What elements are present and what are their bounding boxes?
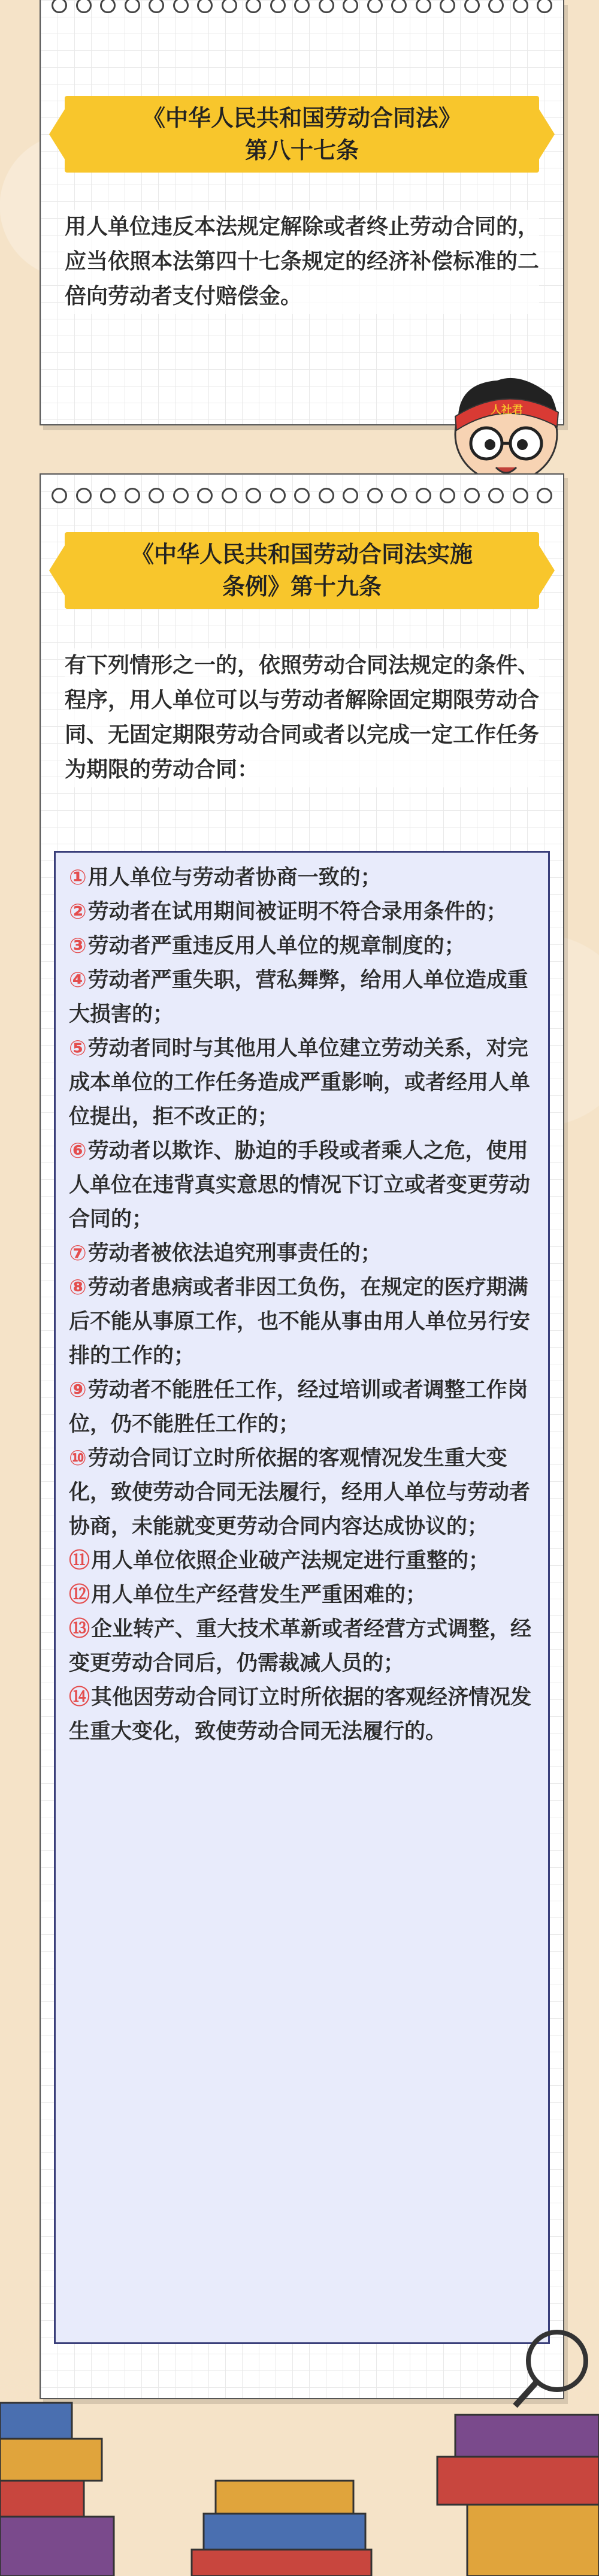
list-item <box>69 1578 535 1612</box>
list-item <box>69 895 535 929</box>
article-title-line2: 第八十七条 <box>244 137 359 164</box>
ring-icon <box>76 488 92 503</box>
ring-icon <box>246 488 261 503</box>
ring-icon <box>52 0 67 13</box>
ring-icon <box>488 0 504 13</box>
item-number: ⑭ <box>69 1686 90 1710</box>
ring-icon <box>391 488 407 503</box>
ring-icon <box>464 0 480 13</box>
item-text: 企业转产、重大技术革新或者经营方式调整，经变更劳动合同后，仍需裁减人员的； <box>69 1617 532 1675</box>
ring-icon <box>343 488 358 503</box>
item-text: 劳动者患病或者非因工负伤，在规定的医疗期满后不能从事原工作，也不能从事由用人单位另行安排的工作的； <box>69 1276 531 1368</box>
item-text: 用人单位依照企业破产法规定进行重整的； <box>91 1549 490 1573</box>
ring-icon <box>416 0 431 13</box>
item-text: 劳动者在试用期间被证明不符合录用条件的； <box>87 900 507 924</box>
article-title-banner <box>65 96 539 173</box>
regulation-title-line2: 条例》第十九条 <box>222 573 382 600</box>
binder-rings <box>41 0 563 18</box>
ring-icon <box>173 0 189 13</box>
list-item <box>69 1373 535 1442</box>
list-item <box>69 861 535 895</box>
ring-icon <box>391 0 407 13</box>
conditions-list <box>54 851 550 2344</box>
list-item <box>69 1544 535 1578</box>
ring-icon <box>294 488 310 503</box>
item-number: ⑬ <box>69 1617 90 1641</box>
item-text: 其他因劳动合同订立时所依据的客观经济情况发生重大变化，致使劳动合同无法履行的。 <box>69 1686 532 1744</box>
regulation-intro: 有下列情形之一的，依照劳动合同法规定的条件、程序，用人单位可以与劳动者解除固定期限劳动合同、无固定期限劳动合同或者以完成一定工作任务为期限的劳动合同： <box>65 648 539 787</box>
list-item <box>69 1612 535 1681</box>
ring-icon <box>125 0 140 13</box>
ring-icon <box>125 488 140 503</box>
item-number: ⑩ <box>69 1446 87 1470</box>
ring-icon <box>513 488 528 503</box>
article-body: 用人单位违反本法规定解除或者终止劳动合同的，应当依照本法第四十七条规定的经济补偿标准的二倍向劳动者支付赔偿金。 <box>65 210 539 314</box>
ring-icon <box>294 0 310 13</box>
item-text: 劳动者以欺诈、胁迫的手段或者乘人之危，使用人单位在违背真实意思的情况下订立或者变更劳动合同的； <box>69 1139 531 1231</box>
item-number: ⑫ <box>69 1583 90 1607</box>
item-number: ⑤ <box>69 1037 87 1061</box>
item-text: 劳动者不能胜任工作，经过培训或者调整工作岗位，仍不能胜任工作的； <box>69 1378 528 1436</box>
item-number: ⑥ <box>69 1139 87 1163</box>
item-number: ③ <box>69 934 87 958</box>
ring-icon <box>52 488 67 503</box>
ring-icon <box>488 488 504 503</box>
article-card-2 <box>40 473 564 2399</box>
list-item <box>69 1237 535 1271</box>
list-item <box>69 929 535 964</box>
ring-icon <box>270 0 286 13</box>
ring-icon <box>76 0 92 13</box>
ring-icon <box>149 0 164 13</box>
ring-icon <box>537 0 552 13</box>
ring-icon <box>173 488 189 503</box>
ring-icon <box>100 488 116 503</box>
ring-icon <box>367 488 383 503</box>
ring-icon <box>197 0 213 13</box>
regulation-title-line1: 《中华人民共和国劳动合同法实施 <box>131 541 473 567</box>
item-text: 劳动者严重失职，营私舞弊，给用人单位造成重大损害的； <box>69 968 528 1026</box>
ring-icon <box>270 488 286 503</box>
item-number: ⑨ <box>69 1378 87 1402</box>
regulation-title-banner <box>65 532 539 609</box>
ring-icon <box>100 0 116 13</box>
ring-icon <box>319 488 334 503</box>
ring-icon <box>464 488 480 503</box>
item-number: ② <box>69 900 87 924</box>
ring-icon <box>149 488 164 503</box>
mascot-badge: 人社君 <box>491 404 523 416</box>
list-item <box>69 1134 535 1237</box>
ring-icon <box>246 0 261 13</box>
binder-rings <box>41 488 563 508</box>
list-item <box>69 1681 535 1749</box>
ring-icon <box>537 488 552 503</box>
item-number: ⑪ <box>69 1549 90 1573</box>
ring-icon <box>440 488 455 503</box>
item-text: 用人单位与劳动者协商一致的； <box>87 866 382 890</box>
item-text: 用人单位生产经营发生严重困难的； <box>91 1583 427 1607</box>
item-number: ④ <box>69 968 87 992</box>
article-title-line1: 《中华人民共和国劳动合同法》 <box>142 105 461 131</box>
ring-icon <box>343 0 358 13</box>
item-number: ⑧ <box>69 1276 87 1300</box>
ring-icon <box>416 488 431 503</box>
item-text: 劳动合同订立时所依据的客观情况发生重大变化，致使劳动合同无法履行，经用人单位与劳动者协商，未能就变更劳动合同内容达成协议的； <box>69 1446 531 1539</box>
list-item <box>69 1032 535 1134</box>
item-number: ① <box>69 866 87 890</box>
ring-icon <box>440 0 455 13</box>
list-item <box>69 1271 535 1373</box>
ring-icon <box>222 488 237 503</box>
list-item <box>69 964 535 1032</box>
ring-icon <box>367 0 383 13</box>
item-text: 劳动者严重违反用人单位的规章制度的； <box>87 934 465 958</box>
item-text: 劳动者被依法追究刑事责任的； <box>87 1242 382 1266</box>
ring-icon <box>222 0 237 13</box>
ring-icon <box>197 488 213 503</box>
ring-icon <box>319 0 334 13</box>
item-text: 劳动者同时与其他用人单位建立劳动关系，对完成本单位的工作任务造成严重影响，或者经用人单位提出，拒不改正的； <box>69 1037 531 1129</box>
item-number: ⑦ <box>69 1242 87 1266</box>
ring-icon <box>513 0 528 13</box>
books-illustration <box>0 2277 599 2576</box>
list-item <box>69 1442 535 1544</box>
